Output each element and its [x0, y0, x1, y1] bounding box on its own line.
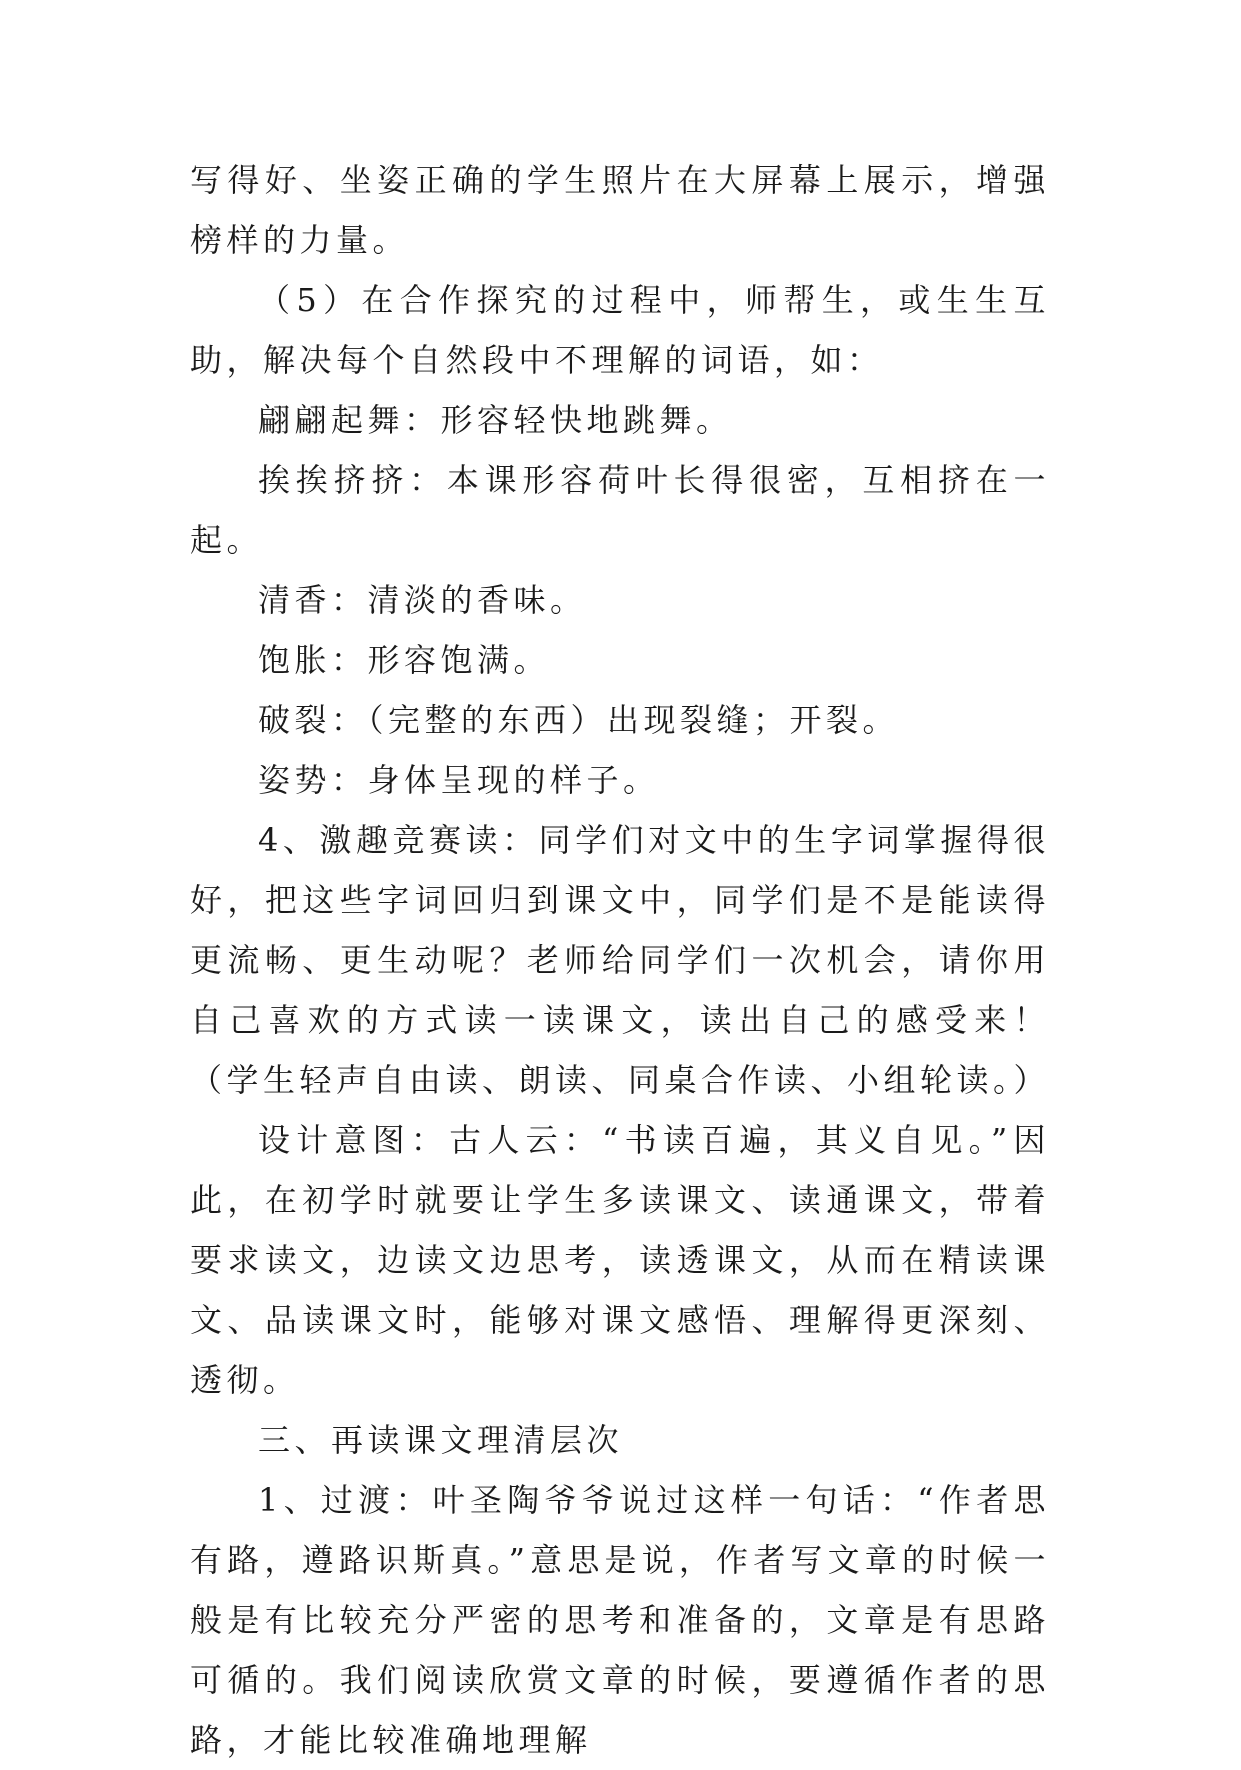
- paragraph-continuation: 写得好、坐姿正确的学生照片在大屏幕上展示，增强榜样的力量。: [190, 161, 1050, 259]
- vocab-item-qingxiang: 清香：清淡的香味。: [258, 581, 587, 619]
- vocab-item-pianpian: 翩翩起舞：形容轻快地跳舞。: [258, 401, 733, 439]
- vocab-item-aiaijiji: 挨挨挤挤：本课形容荷叶长得很密，互相挤在一起。: [190, 461, 1050, 559]
- paragraph-transition: 1、过渡：叶圣陶爷爷说过这样一句话：“作者思有路，遵路识斯真。”意思是说，作者写文章的时候一般是有比较充分严密的思考和准备的，文章是有思路可循的。我们阅读欣赏文章的时候，要遵循作者的思路，才能比较准确地理解: [190, 1481, 1050, 1759]
- vocab-item-polie: 破裂：（完整的东西）出现裂缝；开裂。: [258, 701, 900, 739]
- body-text: [190, 150, 1050, 1770]
- vocab-item-zishi: 姿势：身体呈现的样子。: [258, 761, 660, 799]
- vocab-item-baozhang: 饱胀：形容饱满。: [258, 641, 551, 679]
- section-heading-3: 三、再读课文理清层次: [258, 1421, 624, 1459]
- paragraph-step-4: 4、激趣竞赛读：同学们对文中的生字词掌握得很好，把这些字词回归到课文中，同学们是不是能读得更流畅、更生动呢？老师给同学们一次机会，请你用自己喜欢的方式读一读课文，读出自己的感受来！（学生轻声自由读、朗读、同桌合作读、小组轮读。）: [190, 821, 1051, 1099]
- paragraph-design-intent: 设计意图：古人云：“书读百遍，其义自见。”因此，在初学时就要让学生多读课文、读通课文，带着要求读文，边读文边思考，读透课文，从而在精读课文、品读课文时，能够对课文感悟、理解得更深刻、透彻。: [190, 1121, 1050, 1399]
- paragraph-step-5: （5）在合作探究的过程中，师帮生，或生生互助，解决每个自然段中不理解的词语，如：: [190, 281, 1050, 379]
